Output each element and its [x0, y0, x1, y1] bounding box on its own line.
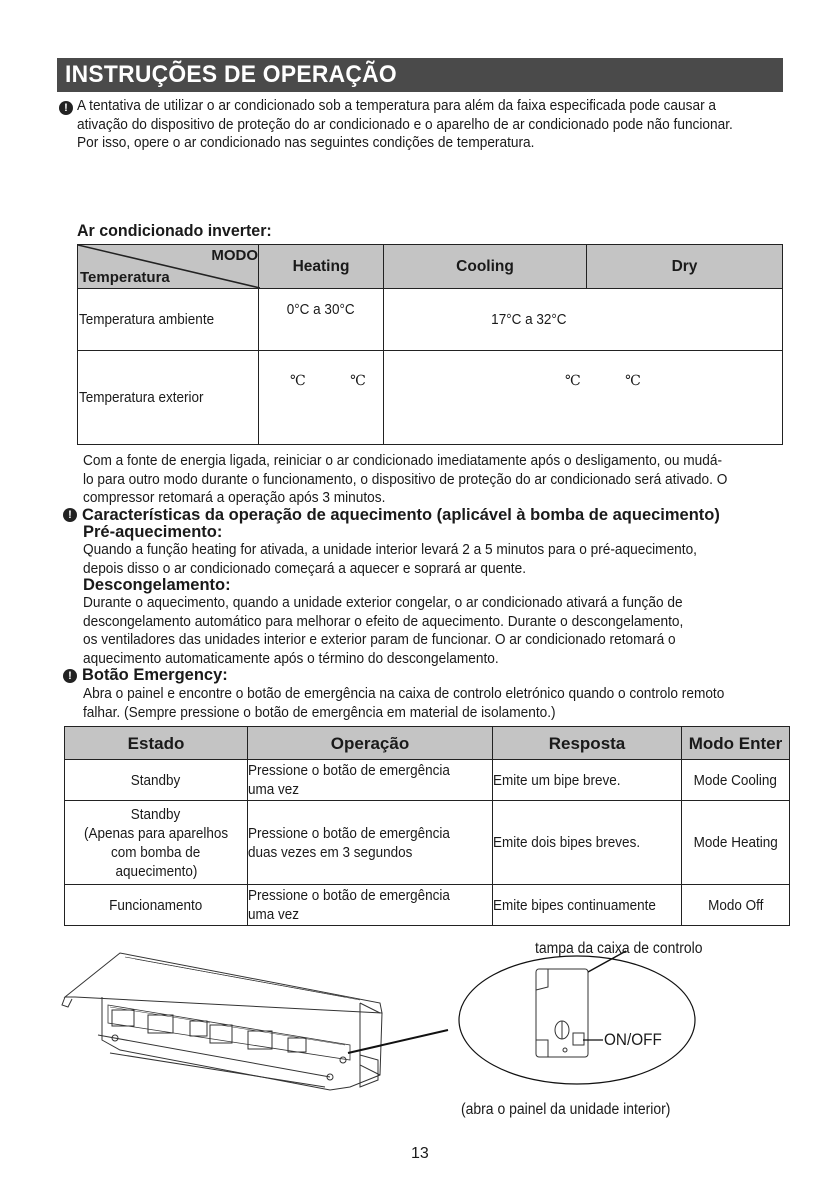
- emergency-button-table: [64, 726, 790, 926]
- preheat-line: Quando a função heating for ativada, a unidade interior levará 2 a 5 minutos para o pré-aquecimento,: [83, 541, 697, 558]
- defrost-line: Durante o aquecimento, quando a unidade exterior congelar, o ar condicionado ativará a função de: [83, 594, 683, 611]
- row-label: Temperatura ambiente: [78, 289, 259, 351]
- section-title-bar: [57, 58, 783, 92]
- modo-cell: Mode Cooling: [682, 760, 790, 801]
- resposta-cell: Emite dois bipes breves.: [493, 801, 682, 885]
- operacao-cell: Pressione o botão de emergência uma vez: [248, 885, 493, 926]
- column-header-estado: Estado: [65, 727, 248, 760]
- on-off-switch-label: ON/OFF: [604, 1030, 662, 1049]
- page-title: INSTRUÇÕES DE OPERAÇÃO: [65, 61, 397, 88]
- temperature-range-table: [77, 244, 783, 445]
- control-box-cover-label: tampa da caixa de controlo: [535, 940, 703, 957]
- defrost-line: os ventiladores das unidades interior e exterior param de funcionar. O ar condicionado retomará o: [83, 631, 676, 648]
- column-header-dry: Dry: [587, 245, 783, 289]
- corner-temperatura-label: Temperatura: [80, 269, 170, 286]
- warning-icon: !: [59, 101, 73, 115]
- preheat-paragraph: [83, 541, 697, 578]
- warning-icon: !: [63, 669, 77, 683]
- emergency-line: Abra o painel e encontre o botão de emergência na caixa de controlo eletrónico quando o controlo remoto: [83, 685, 725, 702]
- figure-caption: (abra o painel da unidade interior): [461, 1101, 671, 1118]
- column-header-resposta: Resposta: [493, 727, 682, 760]
- intro-line: Por isso, opere o ar condicionado nas seguintes condições de temperatura.: [77, 134, 535, 151]
- inverter-table-title: Ar condicionado inverter:: [77, 222, 272, 240]
- corner-header: [78, 245, 259, 289]
- table-row: [65, 760, 790, 801]
- defrost-paragraph: [83, 594, 683, 668]
- operacao-cell: Pressione o botão de emergência uma vez: [248, 760, 493, 801]
- preheat-line: depois disso o ar condicionado começará a aquecer e soprará ar quente.: [83, 559, 526, 577]
- table-row: [65, 885, 790, 926]
- emergency-paragraph: [83, 685, 724, 722]
- control-box-detail: [440, 945, 790, 1105]
- page-number: 13: [411, 1145, 429, 1162]
- cooling-dry-ambient-value: 17°C a 32°C: [384, 289, 783, 351]
- emergency-title: Botão Emergency:: [82, 666, 228, 684]
- modo-cell: Mode Heating: [682, 801, 790, 885]
- estado-cell: Funcionamento: [65, 885, 248, 926]
- defrost-line: descongelamento automático para melhorar o efeito de aquecimento. Durante o descongelamento,: [83, 612, 684, 630]
- heating-ambient-value: 0°C a 30°C: [259, 289, 384, 351]
- control-box-cover-icon: [536, 969, 588, 1057]
- note-line: compressor retomará a operação após 3 minutos.: [83, 489, 386, 506]
- column-header-cooling: Cooling: [384, 245, 587, 289]
- pointer-line: [348, 1030, 448, 1053]
- table-row: [78, 351, 783, 445]
- row-label: Temperatura exterior: [78, 351, 259, 445]
- indoor-unit-illustration: [60, 935, 460, 1100]
- defrost-title: Descongelamento:: [83, 576, 231, 594]
- heating-section-title: Características da operação de aquecimento (aplicável à bomba de aquecimento): [82, 505, 720, 524]
- resposta-cell: Emite um bipe breve.: [493, 760, 682, 801]
- note-line: lo para outro modo durante o funcionamento, o dispositivo de proteção do ar condicionado será ativado. O: [83, 470, 728, 488]
- modo-cell: Modo Off: [682, 885, 790, 926]
- corner-modo-label: MODO: [211, 247, 258, 264]
- resposta-cell: Emite bipes continuamente: [493, 885, 682, 926]
- detail-ellipse: [459, 956, 695, 1084]
- emergency-line: falhar. (Sempre pressione o botão de emergência em material de isolamento.): [83, 703, 556, 721]
- column-header-heating: Heating: [259, 245, 384, 289]
- operacao-cell: Pressione o botão de emergência duas vezes em 3 segundos: [248, 801, 493, 885]
- table-row: [78, 289, 783, 351]
- column-header-modo-enter: Modo Enter: [682, 727, 790, 760]
- estado-cell: Standby: [65, 760, 248, 801]
- intro-paragraph: [77, 97, 733, 153]
- estado-cell: Standby (Apenas para aparelhos com bomba de aquecimento): [65, 801, 248, 885]
- intro-line: ativação do dispositivo de proteção do ar condicionado e o aparelho de ar condicionado pode não funcionar.: [77, 115, 733, 133]
- warning-icon: !: [63, 508, 77, 522]
- table-row: [65, 801, 790, 885]
- cooling-dry-exterior-value: ℃ ℃: [384, 351, 783, 445]
- note-line: Com a fonte de energia ligada, reiniciar o ar condicionado imediatamente após o desligamento, ou mudá-: [83, 452, 723, 469]
- restart-note: [83, 452, 727, 508]
- column-header-operacao: Operação: [248, 727, 493, 760]
- heating-exterior-value: ℃ ℃: [259, 351, 384, 445]
- intro-line: A tentativa de utilizar o ar condicionado sob a temperatura para além da faixa especificada pode causar a: [77, 97, 717, 114]
- preheat-title: Pré-aquecimento:: [83, 523, 223, 541]
- defrost-line: aquecimento automaticamente após o término do descongelamento.: [83, 649, 499, 667]
